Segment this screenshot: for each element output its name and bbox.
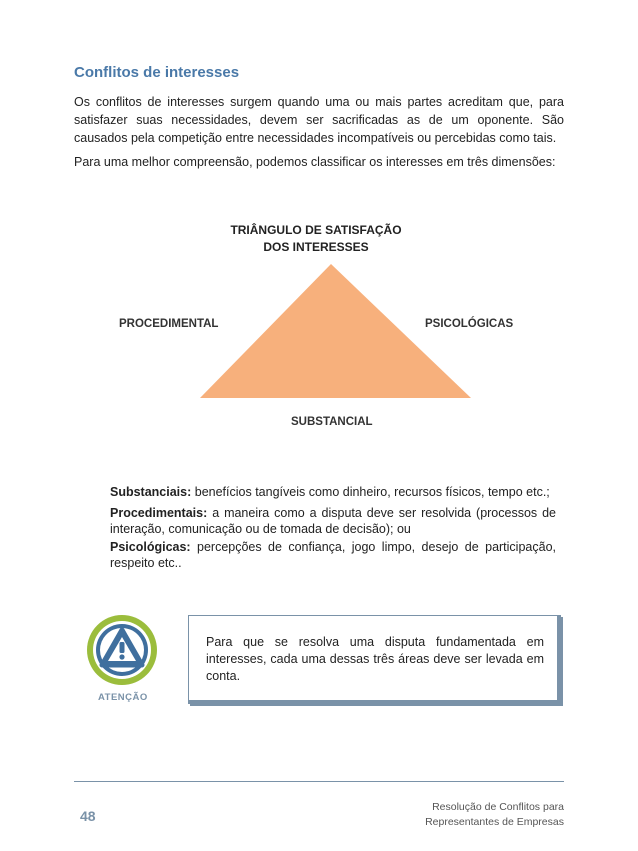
- intro-paragraph: Os conflitos de interesses surgem quando uma ou mais partes acreditam que, para satisfazer suas necessidades, devem ser sacrificadas as de um oponente. São causados pela competição entre necessidades incompatíveis ou percebidas como tais.: [74, 95, 564, 145]
- definition-term: Substanciais:: [110, 485, 192, 499]
- definition-text: a maneira como a disputa deve ser resolvida (processos de interação, comunicação ou de tomada de decisão); ou: [110, 506, 556, 536]
- definition-psicologicas: [110, 539, 556, 571]
- definition-procedimentais: [110, 505, 556, 537]
- label-substancial: SUBSTANCIAL: [291, 416, 373, 428]
- diagram-title-line2: DOS INTERESSES: [263, 240, 369, 254]
- footer-divider: [74, 781, 564, 782]
- definition-substanciais: [110, 484, 556, 500]
- label-psicologicas: PSICOLÓGICAS: [425, 318, 514, 330]
- satisfaction-triangle: [200, 264, 471, 398]
- label-procedimental: PROCEDIMENTAL: [119, 318, 219, 330]
- diagram-title-line1: TRIÂNGULO DE SATISFAÇÃO: [230, 223, 402, 237]
- warning-icon: [84, 612, 160, 688]
- definition-term: Psicológicas:: [110, 540, 191, 554]
- section-title: Conflitos de interesses: [74, 64, 240, 81]
- page-number: 48: [80, 808, 96, 824]
- definition-text: benefícios tangíveis como dinheiro, recursos físicos, tempo etc.;: [191, 485, 550, 499]
- footer-line1: Resolução de Conflitos para: [432, 801, 564, 813]
- footer-line2: Representantes de Empresas: [425, 816, 564, 828]
- dimensions-paragraph: Para uma melhor compreensão, podemos classificar os interesses em três dimensões:: [74, 155, 556, 169]
- attention-label: ATENÇÃO: [98, 692, 148, 703]
- definition-text: percepções de confiança, jogo limpo, desejo de participação, respeito etc..: [110, 540, 556, 570]
- attention-text: Para que se resolva uma disputa fundamentada em interesses, cada uma dessas três áreas deve ser levada em conta.: [206, 635, 544, 683]
- footer-title: [360, 800, 564, 830]
- definition-term: Procedimentais:: [110, 506, 208, 520]
